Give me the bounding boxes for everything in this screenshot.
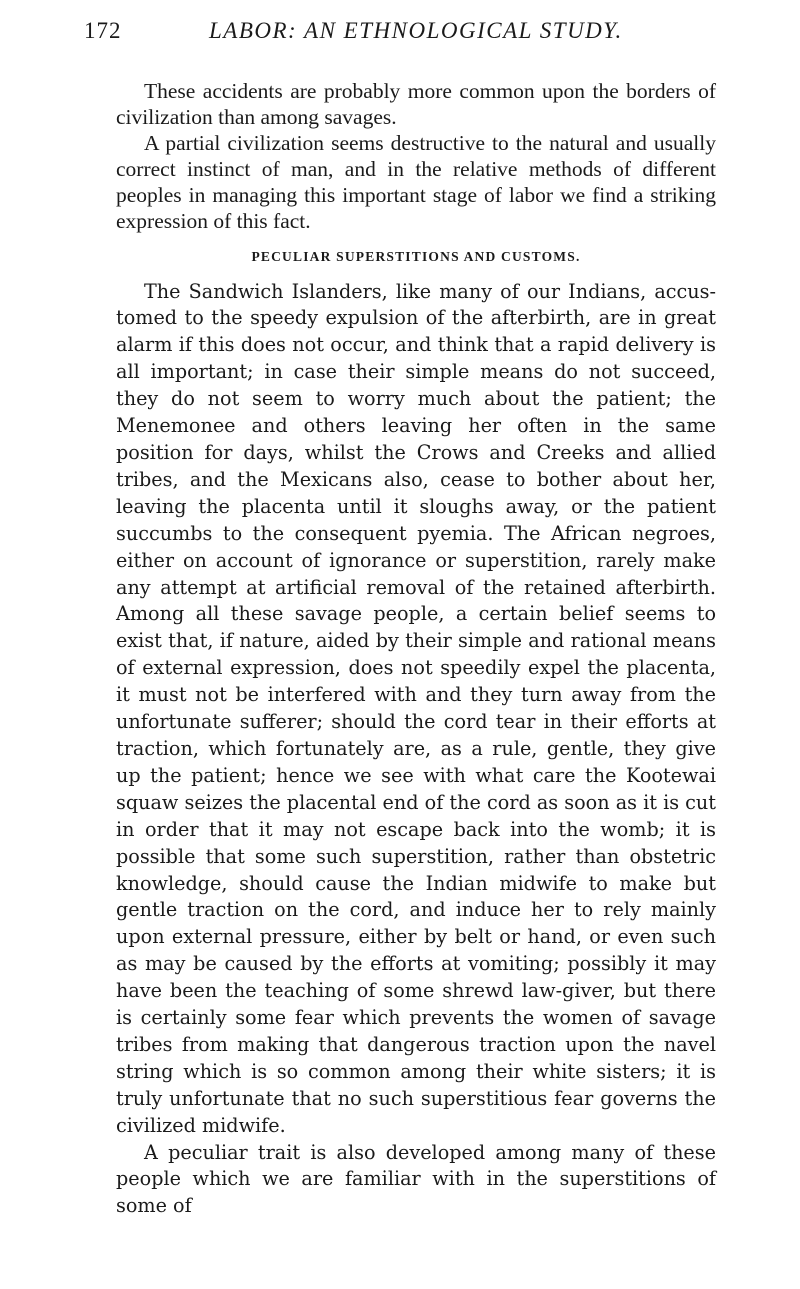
running-head-title: LABOR: AN ETHNOLOGICAL STUDY. xyxy=(209,18,623,43)
paragraph: A peculiar trait is also developed among many of these people which we are familiar with in the superstitions of some of xyxy=(116,1140,716,1218)
page-number: 172 xyxy=(84,18,122,43)
paragraph: A partial civilization seems destructive to the natural and usually correct instinct of man, and in the relative methods of different peoples in managing this important stage of labor we find a striking expression of this fact. xyxy=(116,131,716,234)
body-text xyxy=(116,78,716,1220)
running-head xyxy=(84,14,716,48)
section-heading: PECULIAR SUPERSTITIONS AND CUSTOMS. xyxy=(251,248,581,264)
paragraph: These accidents are probably more common upon the borders of civilization than among savages. xyxy=(116,79,716,130)
paragraph: The Sandwich Islanders, like many of our Indians, accustomed to the speedy expulsion of the afterbirth, are in great alarm if this does not occur, and think that a rapid delivery is all important; in case their simple means do not succeed, they do not seem to worry much about the patient; the Menemonee and others leaving her often in the same position for days, whilst the Crows and Creeks and allied tribes, and the Mexicans also, cease to bother about her, leaving the placenta until it sloughs away, or the patient succumbs to the consequent pyemia. The African negroes, either on account of ignorance or superstition, rarely make any attempt at artificial removal of the retained afterbirth. Among all these savage people, a certain belief seems to exist that, if nature, aided by their simple and rational means of external expression, does not speedily expel the placenta, it must not be interfered with and they turn away from the unfortunate sufferer; should the cord tear in their efforts at traction, which fortunately are, as a rule, gentle, they give up the patient; hence we see with what care the Kootewai squaw seizes the placental end of the cord as soon as it is cut in order that it may not escape back into the womb; it is possible that some such superstition, rather than obstetric knowledge, should cause the Indian midwife to make but gentle traction on the cord, and induce her to rely mainly upon external pressure, either by belt or hand, or even such as may be caused by the efforts at vomiting; possibly it may have been the teaching of some shrewd law-giver, but there is certainly some fear which prevents the women of savage tribes from making that dangerous traction upon the navel string which is so common among their white sisters; it is truly unfortunate that no such superstitious fear governs the civilized midwife. xyxy=(116,279,716,1137)
